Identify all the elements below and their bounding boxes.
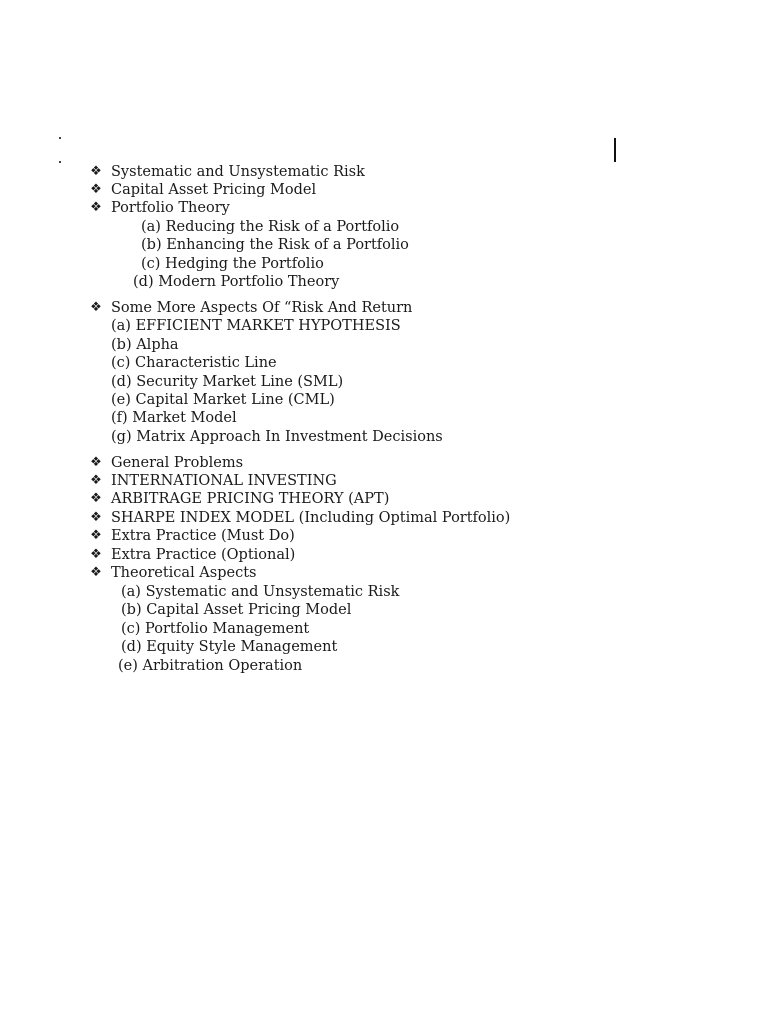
list-item: Extra Practice (Optional) — [111, 547, 296, 563]
sub-list-item: (b) Capital Asset Pricing Model — [121, 602, 352, 618]
bullet-icon: ❖ — [90, 182, 102, 197]
bullet-icon: ❖ — [90, 300, 102, 315]
bullet-icon: ❖ — [90, 510, 102, 525]
bullet-icon: ❖ — [90, 164, 102, 179]
bullet-icon: ❖ — [90, 200, 102, 215]
sub-list-item: (d) Security Market Line (SML) — [111, 374, 344, 390]
sub-list-item: (d) Equity Style Management — [121, 639, 338, 655]
sub-list-item: (e) Arbitration Operation — [118, 658, 303, 674]
bullet-icon: ❖ — [90, 455, 102, 470]
sub-list-item: (b) Alpha — [111, 337, 179, 353]
sub-list-item: (a) Systematic and Unsystematic Risk — [121, 584, 400, 600]
list-item: SHARPE INDEX MODEL (Including Optimal Portfolio) — [111, 510, 511, 526]
sub-list-item: (d) Modern Portfolio Theory — [133, 274, 340, 290]
sub-list-item: (f) Market Model — [111, 410, 237, 426]
bullet-icon: ❖ — [90, 491, 102, 506]
bullet-icon: ❖ — [90, 565, 102, 580]
list-item: Extra Practice (Must Do) — [111, 528, 295, 544]
list-item: Theoretical Aspects — [111, 565, 257, 581]
list-item: Portfolio Theory — [111, 200, 230, 216]
list-item: INTERNATIONAL INVESTING — [111, 473, 337, 489]
sub-list-item: (c) Portfolio Management — [121, 621, 310, 637]
list-item: Systematic and Unsystematic Risk — [111, 164, 365, 180]
sub-list-item: (e) Capital Market Line (CML) — [111, 392, 335, 408]
bullet-icon: ❖ — [90, 473, 102, 488]
bullet-icon: ❖ — [90, 528, 102, 543]
list-item: General Problems — [111, 455, 244, 471]
sub-list-item: (a) Reducing the Risk of a Portfolio — [141, 219, 400, 235]
sub-list-item: (b) Enhancing the Risk of a Portfolio — [141, 237, 409, 253]
sub-list-item: (g) Matrix Approach In Investment Decisions — [111, 429, 443, 445]
list-item: Some More Aspects Of “Risk And Return — [111, 300, 413, 316]
bullet-icon: ❖ — [90, 547, 102, 562]
list-item: ARBITRAGE PRICING THEORY (APT) — [111, 491, 390, 507]
list-item: Capital Asset Pricing Model — [111, 182, 317, 198]
sub-list-item: (a) EFFICIENT MARKET HYPOTHESIS — [111, 318, 401, 334]
sub-list-item: (c) Hedging the Portfolio — [141, 256, 324, 272]
sub-list-item: (c) Characteristic Line — [111, 355, 277, 371]
